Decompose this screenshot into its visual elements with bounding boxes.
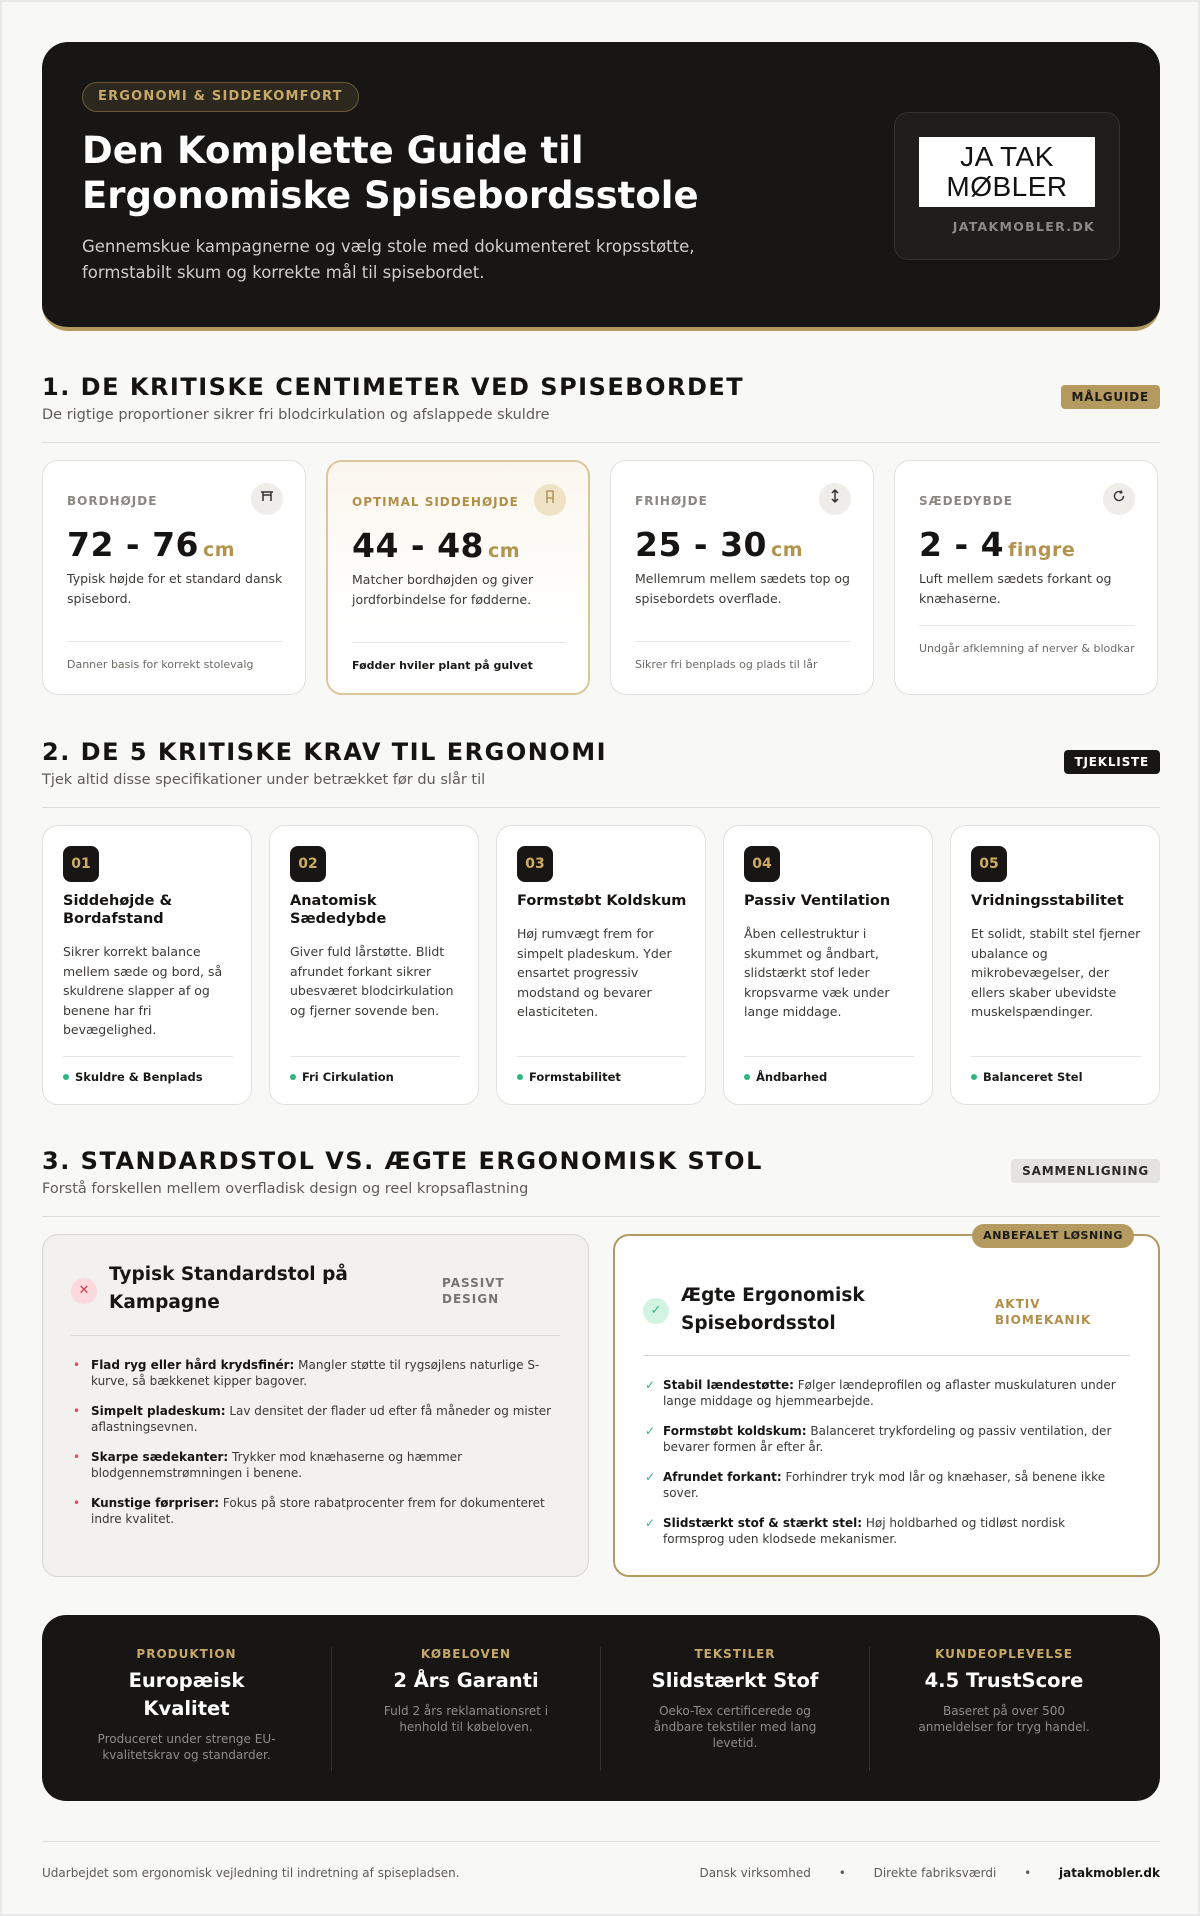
requirement-card: [269, 825, 479, 1105]
measure-description: Luft mellem sædets forkant og knæhaserne.: [919, 571, 1112, 606]
trust-description: Produceret under strenge EU-kvalitetskrav og standarder.: [97, 1732, 276, 1762]
divider: [643, 1355, 1130, 1356]
measure-value: 25 - 30 cm: [635, 525, 804, 564]
section-2-title: 2. DE 5 KRITISKE KRAV TIL ERGONOMI: [42, 738, 608, 766]
measure-card-clearance: [610, 460, 874, 695]
measure-label: OPTIMAL SIDDEHØJDE: [352, 495, 519, 509]
measure-description: Mellemrum mellem sædets top og spisebordets overflade.: [635, 571, 850, 606]
status-dot: [63, 1074, 69, 1080]
trust-value: 2 Års Garanti: [393, 1669, 539, 1692]
measure-description: Typisk højde for et standard dansk spisebord.: [67, 571, 283, 606]
footer-item: Direkte fabriksværdi: [873, 1866, 997, 1880]
brand-logo: JA TAK MØBLER: [919, 137, 1095, 207]
hero-tag: ERGONOMI & SIDDEKOMFORT: [82, 82, 359, 112]
status-dot: [744, 1074, 750, 1080]
requirement-card: [42, 825, 252, 1105]
section-3-header: [42, 1147, 1160, 1217]
footer-item: Dansk virksomhed: [699, 1866, 811, 1880]
requirement-card: [723, 825, 933, 1105]
status-dot: [517, 1074, 523, 1080]
requirement-card: [950, 825, 1160, 1105]
section-3-title: 3. STANDARDSTOL VS. ÆGTE ERGONOMISK STOL: [42, 1147, 763, 1175]
requirement-title: Siddehøjde & Bordafstand: [63, 893, 173, 927]
vertical-arrows-icon: [819, 483, 851, 515]
measure-card-table-height: [42, 460, 306, 695]
section-2-header: [42, 738, 1160, 808]
panel-title: Ægte Ergonomisk Spisebordsstol: [681, 1285, 865, 1334]
chair-icon: [534, 484, 566, 516]
requirement-description: Et solidt, stabilt stel fjerner ubalance og mikrobevægelser, der ellers skaber ubevidste muskelspændinger.: [971, 926, 1141, 1019]
requirement-number: 05: [971, 846, 1007, 882]
trust-item: [600, 1647, 869, 1771]
requirement-description: Sikrer korrekt balance mellem sæde og bord, så skuldrene slapper af og benene har fri bevægelighed.: [63, 944, 223, 1037]
status-dot: [971, 1074, 977, 1080]
circle-arrow-icon: [1103, 483, 1135, 515]
trust-value: Slidstærkt Stof: [651, 1669, 819, 1692]
requirement-title: Vridningsstabilitet: [971, 893, 1124, 909]
requirement-description: Høj rumvægt frem for simpelt pladeskum. Yder ensartet progressiv modstand og bevarer elasticiteten.: [517, 926, 672, 1019]
hero-subtitle: Gennemskue kampagnerne og vælg stole med dokumenteret kropsstøtte, formstabilt skum og korrekte mål til spisebordet.: [82, 237, 695, 282]
trust-label: KØBELOVEN: [420, 1647, 512, 1661]
trust-value: Europæisk Kvalitet: [128, 1669, 245, 1720]
section-3-tag: SAMMENLIGNING: [1011, 1159, 1160, 1183]
ergonomic-chair-panel: [613, 1229, 1160, 1577]
requirement-number: 02: [290, 846, 326, 882]
trust-label: KUNDEOPLEVELSE: [935, 1647, 1073, 1661]
measure-value: 72 - 76 cm: [67, 525, 236, 564]
requirement-description: Giver fuld lårstøtte. Blidt afrundet forkant sikrer ubesværet blodcirkulation og fjerner sovende ben.: [290, 944, 454, 1018]
requirement-title: Anatomisk Sædedybde: [290, 893, 387, 927]
requirement-tag: Fri Cirkulation: [290, 1056, 460, 1084]
trust-label: TEKSTILER: [694, 1647, 776, 1661]
panel-mode: PASSIVT DESIGN: [442, 1276, 505, 1306]
trust-label: PRODUKTION: [136, 1647, 237, 1661]
recommended-badge: ANBEFALET LØSNING: [972, 1224, 1134, 1248]
trust-description: Fuld 2 års reklamationsret i henhold til købeloven.: [383, 1704, 549, 1734]
footer-separator: •: [1024, 1866, 1032, 1880]
requirement-number: 04: [744, 846, 780, 882]
section-1-title: 1. DE KRITISKE CENTIMETER VED SPISEBORDET: [42, 373, 745, 401]
section-2-tag: TJEKLISTE: [1064, 750, 1160, 774]
section-1-header: [42, 373, 1160, 443]
measure-footnote: Undgår afklemning af nerver & blodkar: [919, 625, 1135, 657]
divider: [71, 1335, 560, 1336]
trust-item: [869, 1647, 1138, 1771]
list-item: • Simpelt pladeskum: Lav densitet der flader ud efter få måneder og mister aflastningsevnen.: [73, 1404, 552, 1434]
standard-chair-panel: [42, 1234, 589, 1577]
measure-footnote: Sikrer fri benplads og plads til lår: [635, 641, 851, 673]
x-icon: ✕: [71, 1278, 97, 1304]
footer-site-link[interactable]: jatakmobler.dk: [1059, 1866, 1160, 1880]
requirement-description: Åben cellestruktur i skummet og åndbart, slidstærkt stof leder kropsvarme væk under lange middage.: [744, 926, 890, 1019]
measure-label: FRIHØJDE: [635, 494, 708, 508]
check-icon: ✓: [643, 1298, 669, 1324]
measure-card-seat-depth: [894, 460, 1158, 695]
footer-links: [687, 1866, 1160, 1880]
hero-banner: [42, 42, 1160, 331]
section-3-subtitle: Forstå forskellen mellem overfladisk design og reel kropsaflastning: [42, 1181, 529, 1197]
trust-band: [42, 1615, 1160, 1801]
measure-value: 2 - 4 fingre: [919, 525, 1076, 564]
measure-footnote: Fødder hviler plant på gulvet: [352, 642, 566, 674]
requirement-tag: Åndbarhed: [744, 1056, 914, 1084]
measure-label: BORDHØJDE: [67, 494, 158, 508]
trust-item: [331, 1647, 600, 1771]
section-1-subtitle: De rigtige proportioner sikrer fri blodcirkulation og afslappede skuldre: [42, 407, 550, 423]
brand-url[interactable]: JATAKMOBLER.DK: [952, 219, 1095, 234]
requirement-tag: Balanceret Stel: [971, 1056, 1141, 1084]
page: [2, 2, 1198, 1914]
measure-footnote: Danner basis for korrekt stolevalg: [67, 641, 283, 673]
measure-card-seat-height: [326, 460, 590, 695]
list-item: ✓ Formstøbt koldskum: Balanceret trykfordeling og passiv ventilation, der bevarer formen år efter år.: [645, 1424, 1112, 1454]
requirement-tag: Skuldre & Benplads: [63, 1056, 233, 1084]
ergonomic-list: [643, 1377, 1128, 1561]
requirement-title: Formstøbt Koldskum: [517, 893, 687, 909]
trust-description: Baseret på over 500 anmeldelser for tryg handel.: [918, 1704, 1090, 1734]
list-item: • Skarpe sædekanter: Trykker mod knæhaserne og hæmmer blodgennemstrømningen i benene.: [73, 1450, 462, 1480]
list-item: • Flad ryg eller hård krydsfinér: Mangler støtte til rygsøjlens naturlige S-kurve, så bækkenet kipper bagover.: [73, 1358, 540, 1388]
measure-description: Matcher bordhøjden og giver jordforbindelse for fødderne.: [352, 572, 534, 607]
section-2-subtitle: Tjek altid disse specifikationer under betrækket før du slår til: [42, 772, 486, 788]
list-item: ✓ Stabil lændestøtte: Følger lændeprofilen og aflaster muskulaturen under lange middage og hjemmearbejde.: [645, 1378, 1116, 1408]
requirement-number: 01: [63, 846, 99, 882]
requirement-title: Passiv Ventilation: [744, 893, 891, 909]
measure-label: SÆDEDYBDE: [919, 494, 1013, 508]
page-title: Den Komplette Guide til Ergonomiske Spisebordsstole: [82, 129, 699, 217]
list-item: ✓ Afrundet forkant: Forhindrer tryk mod lår og knæhaser, så benene ikke sover.: [645, 1470, 1106, 1500]
list-item: ✓ Slidstærkt stof & stærkt stel: Høj holdbarhed og tidløst nordisk formsprog uden klodsede mekanismer.: [645, 1516, 1066, 1546]
brand-box[interactable]: [894, 112, 1120, 260]
trust-description: Oeko-Tex certificerede og åndbare tekstiler med lang levetid.: [653, 1704, 817, 1750]
list-item: • Kunstige førpriser: Fokus på store rabatprocenter frem for dokumenteret indre kvalitet.: [73, 1496, 545, 1526]
standard-list: [71, 1357, 556, 1541]
section-1-tag: MÅLGUIDE: [1061, 385, 1161, 409]
trust-value: 4.5 TrustScore: [924, 1669, 1084, 1692]
trust-item: [52, 1647, 321, 1771]
status-dot: [290, 1074, 296, 1080]
measure-value: 44 - 48 cm: [352, 526, 521, 565]
table-icon: [251, 483, 283, 515]
page-footer: [42, 1841, 1160, 1899]
panel-mode: AKTIV BIOMEKANIK: [995, 1297, 1092, 1327]
footer-separator: •: [838, 1866, 846, 1880]
footer-note: Udarbejdet som ergonomisk vejledning til indretning af spisepladsen.: [42, 1866, 460, 1880]
panel-title: Typisk Standardstol på Kampagne: [109, 1264, 348, 1313]
requirement-tag: Formstabilitet: [517, 1056, 687, 1084]
requirement-number: 03: [517, 846, 553, 882]
requirement-card: [496, 825, 706, 1105]
